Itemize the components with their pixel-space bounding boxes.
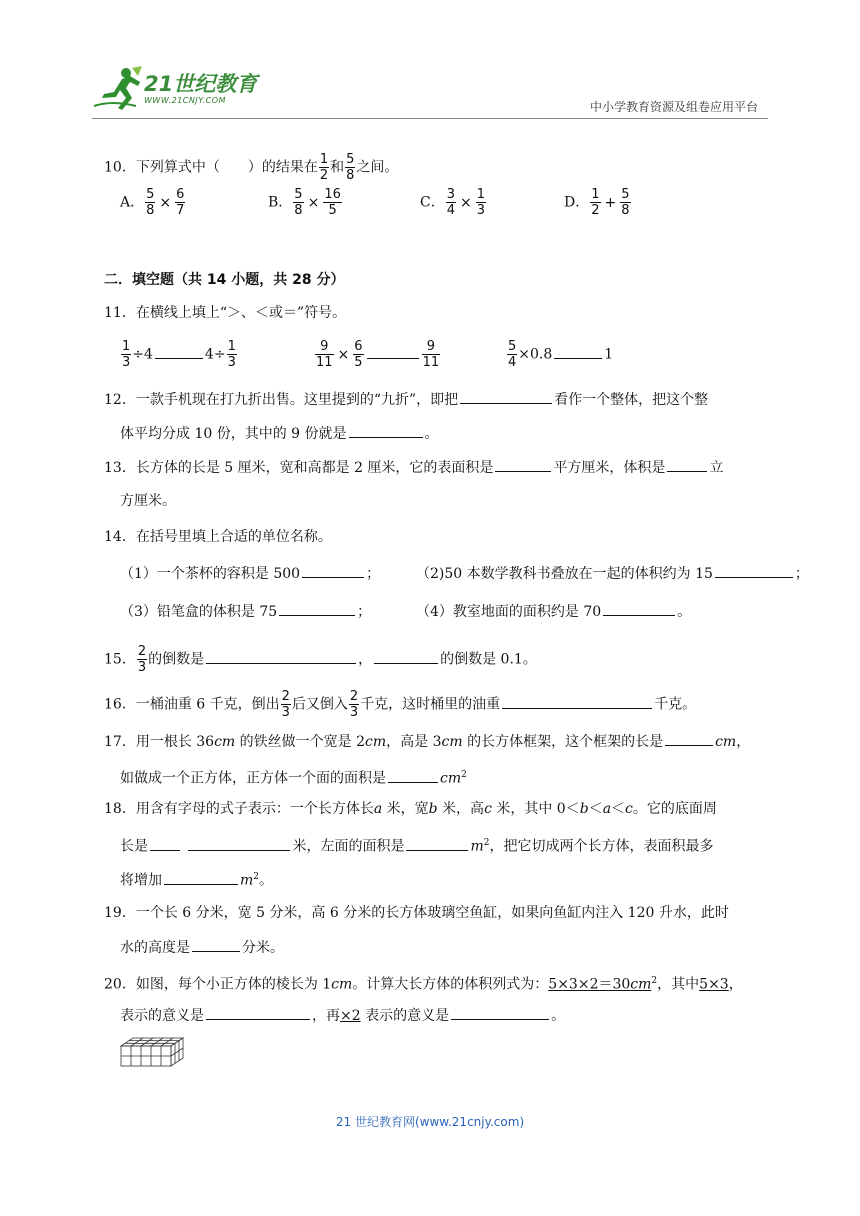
answer-blank[interactable] [715,563,793,578]
question-18-line-1: 18．用含有字母的式子表示：一个长方体长a 米，宽b 米，高c 米，其中 0＜b＜a＜c。它的底面周 [104,801,717,817]
question-12-line-2: 体平均分成 10 份，其中的 9 份就是 。 [120,423,439,444]
option-b[interactable]: B． $\frac{5}{8}$ × $\frac{16}{5}$ [268,187,341,218]
answer-blank[interactable] [388,768,438,783]
header-divider [92,118,768,119]
q14-part-2: （2)50 本数学教科书叠放在一起的体积约为 15 ； [416,563,809,584]
fraction: $\frac{1}{2}$ [319,152,329,183]
runner-logo-icon [92,66,144,114]
fraction: $\frac{5}{8}$ [346,152,355,183]
answer-blank[interactable] [367,344,419,359]
question-14: 14．在括号里填上合适的单位名称。 [104,529,332,545]
question-20-line-1: 20．如图，每个小正方体的棱长为 1cm。计算大长方体的体积列式为：$5\times 3\times 2=30cm^2$，其中5×3， [104,976,743,993]
answer-blank[interactable] [302,563,364,578]
answer-blank[interactable] [603,601,675,616]
answer-blank[interactable] [451,1005,549,1020]
question-10: 10．下列算式中（ ）的结果在 $\frac{1}{2}$ 和 $\frac{5}{8}$ 之间。 [104,152,399,183]
cuboid-figure [120,1036,186,1068]
question-18-line-3: 将增加 $m^2$。 [120,867,273,891]
q11-expression-2: $\frac{9}{11}$ × $\frac{6}{5}$ $\frac{9}{11}$ [316,339,440,370]
logo-url: WWW.21CNJY.COM [144,96,226,105]
question-11: 11．在横线上填上“＞、＜或＝”符号。 [104,305,347,321]
q11-expression-1: $\frac{1}{3}$ ÷4 4÷ $\frac{1}{3}$ [122,339,236,370]
answer-blank[interactable] [279,601,355,616]
answer-blank[interactable] [406,836,468,851]
question-13-line-2: 方厘米。 [120,493,176,509]
q14-part-4: （4）教室地面的面积约是 70 。 [416,601,691,622]
q14-part-1: （1）一个茶杯的容积是 500 ； [120,563,380,584]
question-18-line-2: 长是 米，左面的面积是 $m^2$，把它切成两个长方体，表面积最多 [120,833,713,857]
answer-blank[interactable] [554,344,602,359]
question-17-line-2: 如做成一个正方体，正方体一个面的面积是 $cm^2$ [120,765,467,789]
answer-blank[interactable] [665,731,713,746]
answer-blank[interactable] [206,649,356,664]
logo [92,66,262,118]
question-19-line-2: 水的高度是 分米。 [120,937,284,958]
question-12-line-1: 12．一款手机现在打九折出售。这里提到的“九折”，即把 看作一个整体，把这个整 [104,389,708,410]
question-13-line-1: 13．长方体的长是 5 厘米，宽和高都是 2 厘米，它的表面积是 平方厘米，体积是 立 [104,457,723,478]
question-17-line-1: 17．用一根长 36cm 的铁丝做一个宽是 2cm，高是 3cm 的长方体框架，这个框架的长是 cm， [104,731,750,752]
answer-blank[interactable] [164,870,238,885]
answer-blank[interactable] [495,457,551,472]
answer-blank[interactable] [374,649,438,664]
answer-blank[interactable] [349,423,423,438]
option-a[interactable]: A． $\frac{5}{8}$ × $\frac{6}{7}$ [120,187,185,218]
option-d[interactable]: D． $\frac{1}{2}$ + $\frac{5}{8}$ [564,187,630,218]
answer-blank[interactable] [206,1005,310,1020]
q11-expression-3: $\frac{5}{4}$ ×0.8 1 [508,339,614,370]
question-15: 15． $\frac{2}{3}$ 的倒数是 ， 的倒数是 0.1。 [104,644,537,675]
question-16: 16．一桶油重 6 千克，倒出 $\frac{2}{3}$ 后又倒入 $\frac{2}{3}$ 千克，这时桶里的油重 千克。 [104,689,697,720]
option-c[interactable]: C． $\frac{3}{4}$ × $\frac{1}{3}$ [420,187,486,218]
answer-blank[interactable] [188,836,290,851]
question-20-line-2: 表示的意义是 ，再×2 表示的意义是 。 [120,1005,565,1026]
answer-blank[interactable] [460,389,552,404]
footer-link[interactable]: 21 世纪教育网(www.21cnjy.com) [335,1115,525,1129]
logo-text: 21世纪教育 [144,72,258,96]
answer-blank[interactable] [155,344,203,359]
answer-blank[interactable] [667,457,707,472]
answer-blank[interactable] [502,694,652,709]
section-title: 二．填空题（共 14 小题，共 28 分） [104,272,345,288]
question-19-line-1: 19．一个长 6 分米，宽 5 分米，高 6 分米的长方体玻璃空鱼缸，如果向鱼缸内注入 120 升水，此时 [104,905,729,921]
platform-label: 中小学教育资源及组卷应用平台 [589,100,758,114]
answer-blank[interactable] [150,836,180,851]
q14-part-3: （3）铅笔盒的体积是 75 ； [120,601,371,622]
answer-blank[interactable] [192,937,240,952]
